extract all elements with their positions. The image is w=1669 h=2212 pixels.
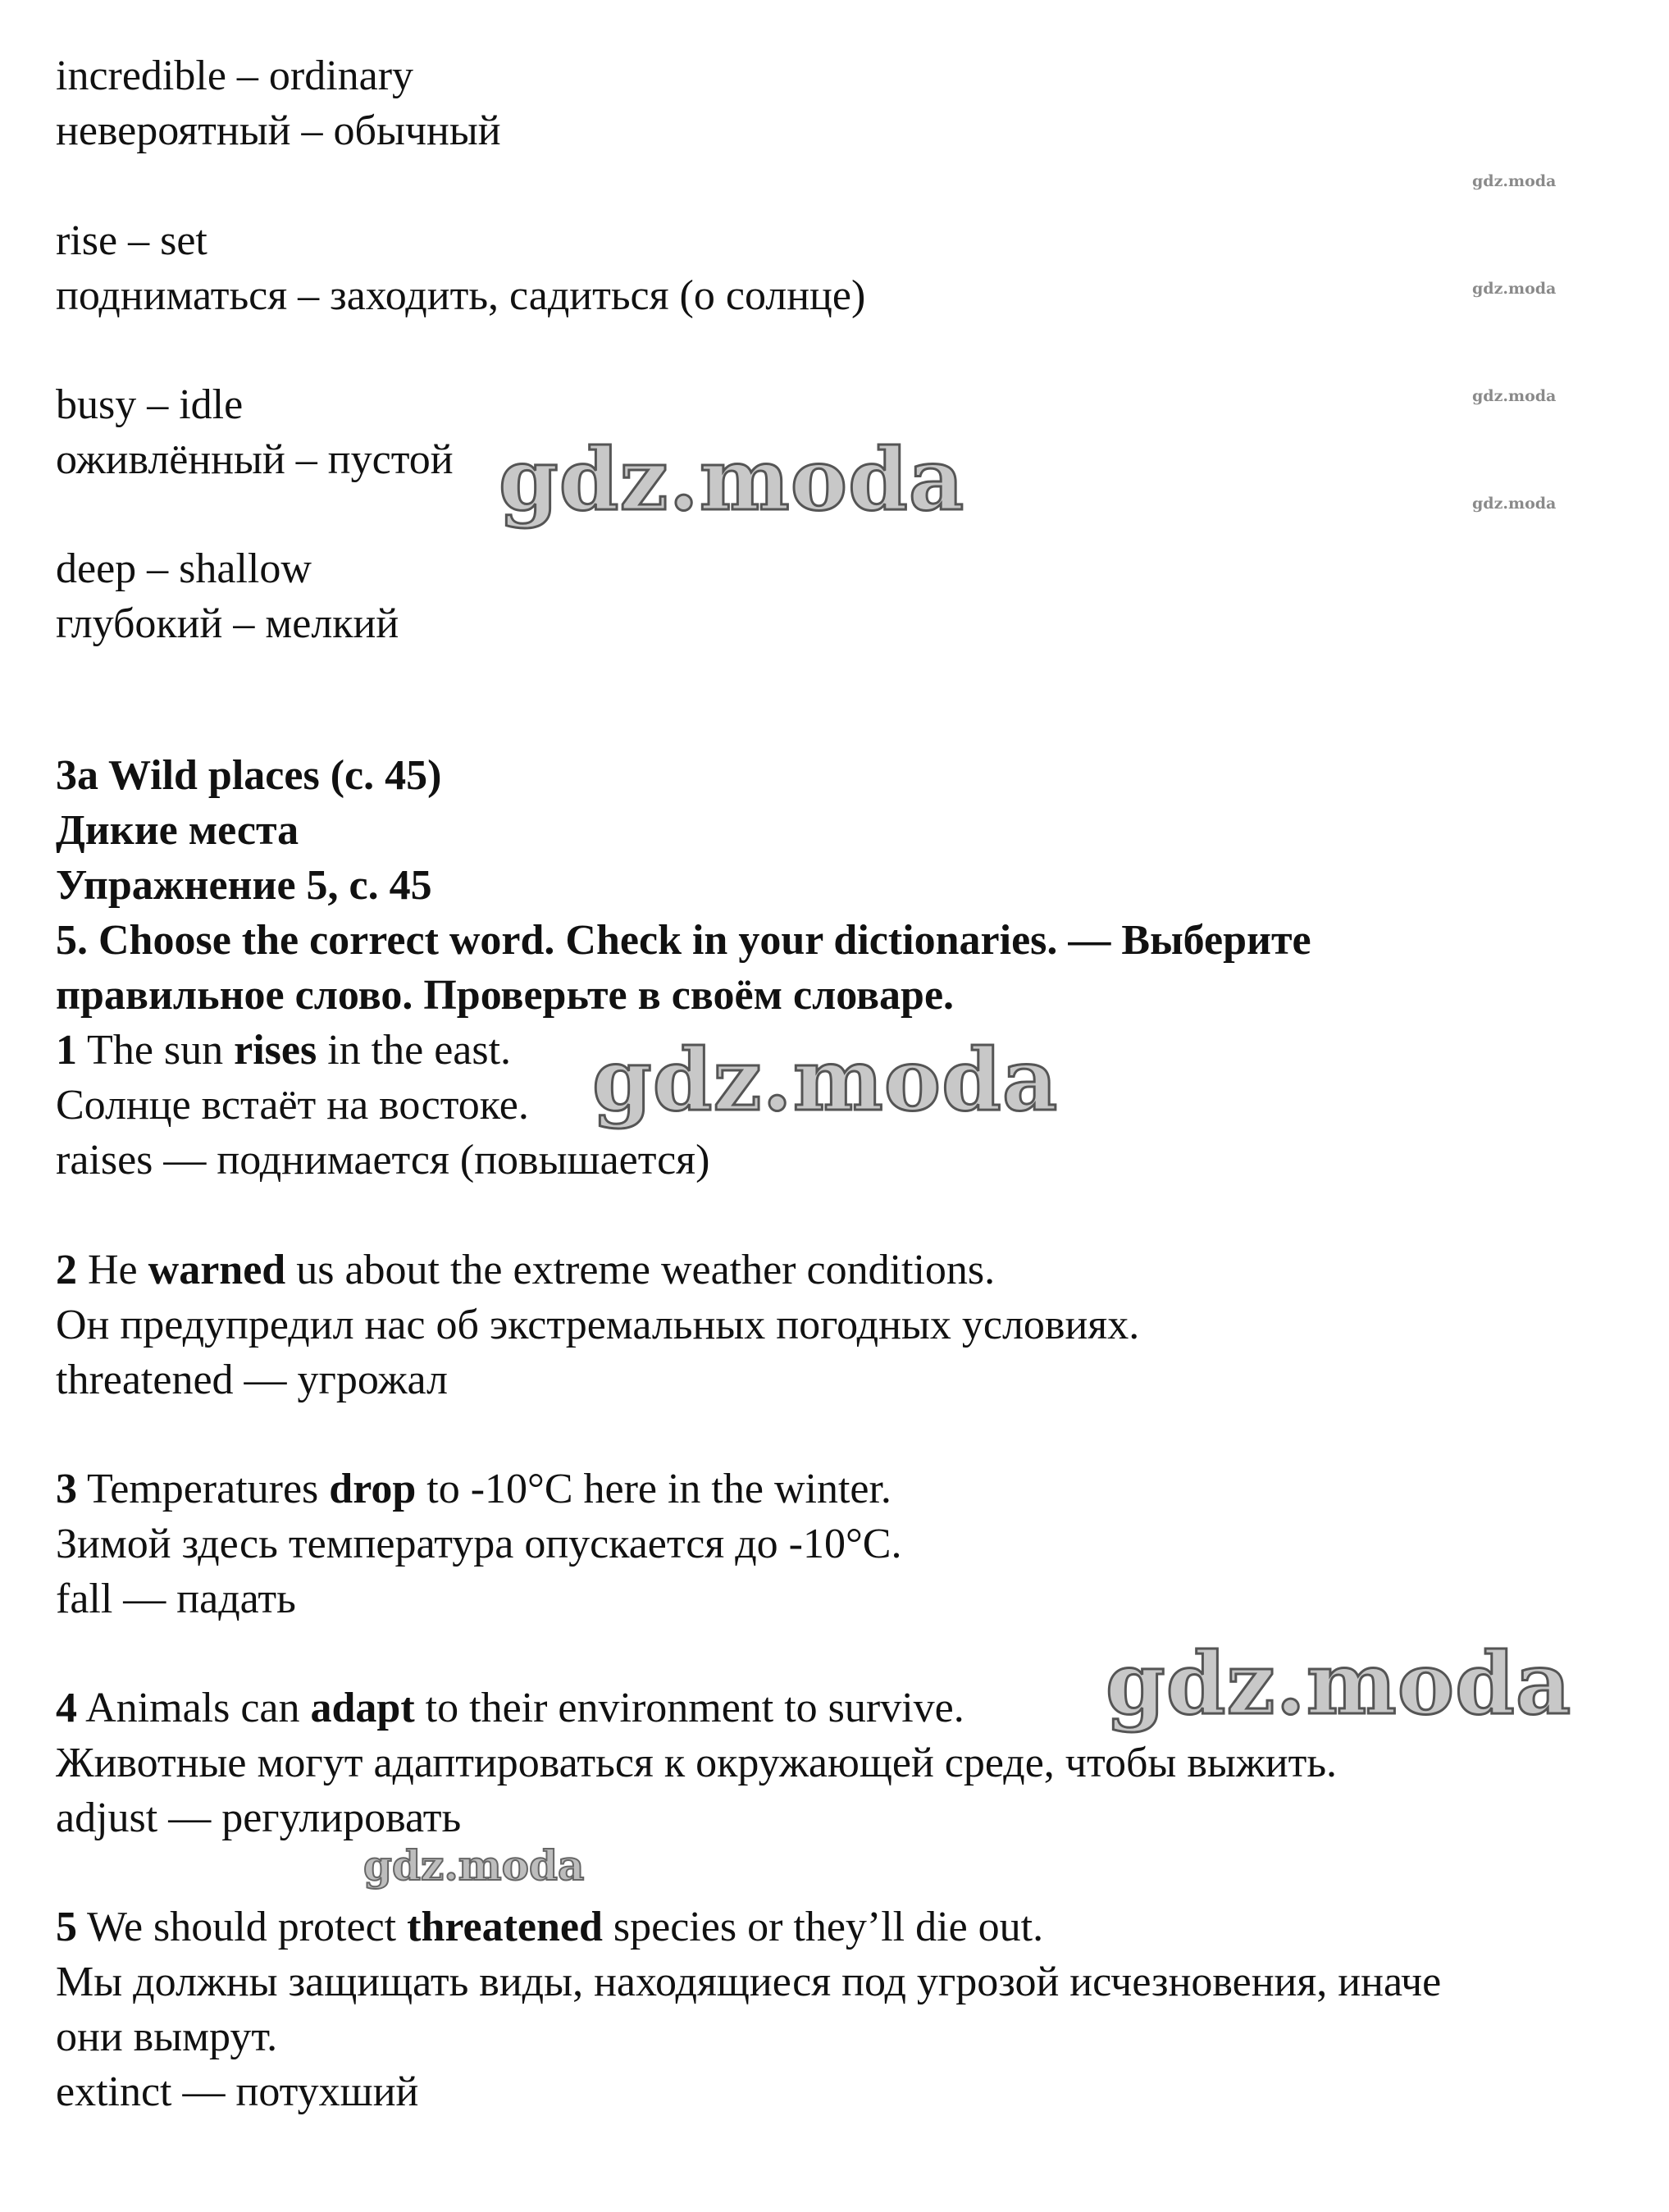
antonym-ru-3: оживлённый – пустой bbox=[56, 436, 454, 483]
answer-word: rises bbox=[234, 1027, 317, 1074]
watermark-small: gdz.moda bbox=[1472, 172, 1557, 190]
item-1-sentence: 1 The sun rises in the east. bbox=[56, 1027, 512, 1074]
antonym-ru-1: невероятный – обычный bbox=[56, 107, 501, 154]
antonym-en-3: busy – idle bbox=[56, 381, 244, 428]
watermark-small: gdz.moda bbox=[1472, 495, 1557, 513]
antonym-en-4: deep – shallow bbox=[56, 545, 312, 592]
item-4-translation: Животные могут адаптироваться к окружающей среде, чтобы выжить. bbox=[56, 1740, 1338, 1786]
item-number: 1 bbox=[56, 1027, 77, 1074]
item-1-alternative: raises — поднимается (повышается) bbox=[56, 1137, 710, 1184]
section-title: 3a Wild places (с. 45) bbox=[56, 752, 442, 799]
item-4-alternative: adjust — регулировать bbox=[56, 1795, 462, 1841]
item-5-sentence: 5 We should protect threatened species or they’ll die out. bbox=[56, 1904, 1044, 1950]
antonym-en-1: incredible – ordinary bbox=[56, 52, 414, 99]
answer-word: warned bbox=[148, 1247, 286, 1293]
section-subtitle: Дикие места bbox=[56, 807, 299, 854]
item-2-sentence: 2 He warned us about the extreme weather conditions. bbox=[56, 1247, 996, 1293]
task-line-2: правильное слово. Проверьте в своём словаре. bbox=[56, 972, 955, 1019]
item-5-translation-line-2: они вымрут. bbox=[56, 2014, 278, 2060]
antonym-ru-4: глубокий – мелкий bbox=[56, 600, 399, 647]
item-number: 5 bbox=[56, 1904, 77, 1950]
task-line-1: 5. Choose the correct word. Check in your dictionaries. — Выберите bbox=[56, 917, 1311, 964]
item-number: 3 bbox=[56, 1466, 77, 1512]
answer-word: threatened bbox=[407, 1904, 603, 1950]
answer-word: adapt bbox=[310, 1685, 415, 1731]
watermark-small: gdz.moda bbox=[1472, 280, 1557, 298]
item-number: 2 bbox=[56, 1247, 77, 1293]
antonym-en-2: rise – set bbox=[56, 217, 207, 264]
answer-word: drop bbox=[329, 1466, 417, 1512]
item-5-alternative: extinct — потухший bbox=[56, 2068, 419, 2115]
antonym-ru-2: подниматься – заходить, садиться (о солнце) bbox=[56, 272, 866, 319]
item-number: 4 bbox=[56, 1685, 77, 1731]
exercise-label: Упражнение 5, с. 45 bbox=[56, 862, 432, 909]
item-5-translation-line-1: Мы должны защищать виды, находящиеся под угрозой исчезновения, иначе bbox=[56, 1959, 1442, 2005]
item-2-translation: Он предупредил нас об экстремальных погодных условиях. bbox=[56, 1302, 1140, 1348]
watermark-medium: gdz.moda bbox=[363, 1841, 585, 1890]
item-4-sentence: 4 Animals can adapt to their environment to survive. bbox=[56, 1685, 964, 1731]
item-3-alternative: fall — падать bbox=[56, 1576, 296, 1622]
item-3-translation: Зимой здесь температура опускается до -10°C. bbox=[56, 1521, 902, 1567]
item-3-sentence: 3 Temperatures drop to -10°C here in the winter. bbox=[56, 1466, 892, 1512]
watermark-small: gdz.moda bbox=[1472, 387, 1557, 405]
item-2-alternative: threatened — угрожал bbox=[56, 1357, 448, 1403]
watermark-large: gdz.moda bbox=[499, 429, 965, 530]
item-1-translation: Солнце встаёт на востоке. bbox=[56, 1082, 529, 1129]
watermark-large: gdz.moda bbox=[592, 1029, 1059, 1130]
watermark-large: gdz.moda bbox=[1106, 1633, 1572, 1734]
